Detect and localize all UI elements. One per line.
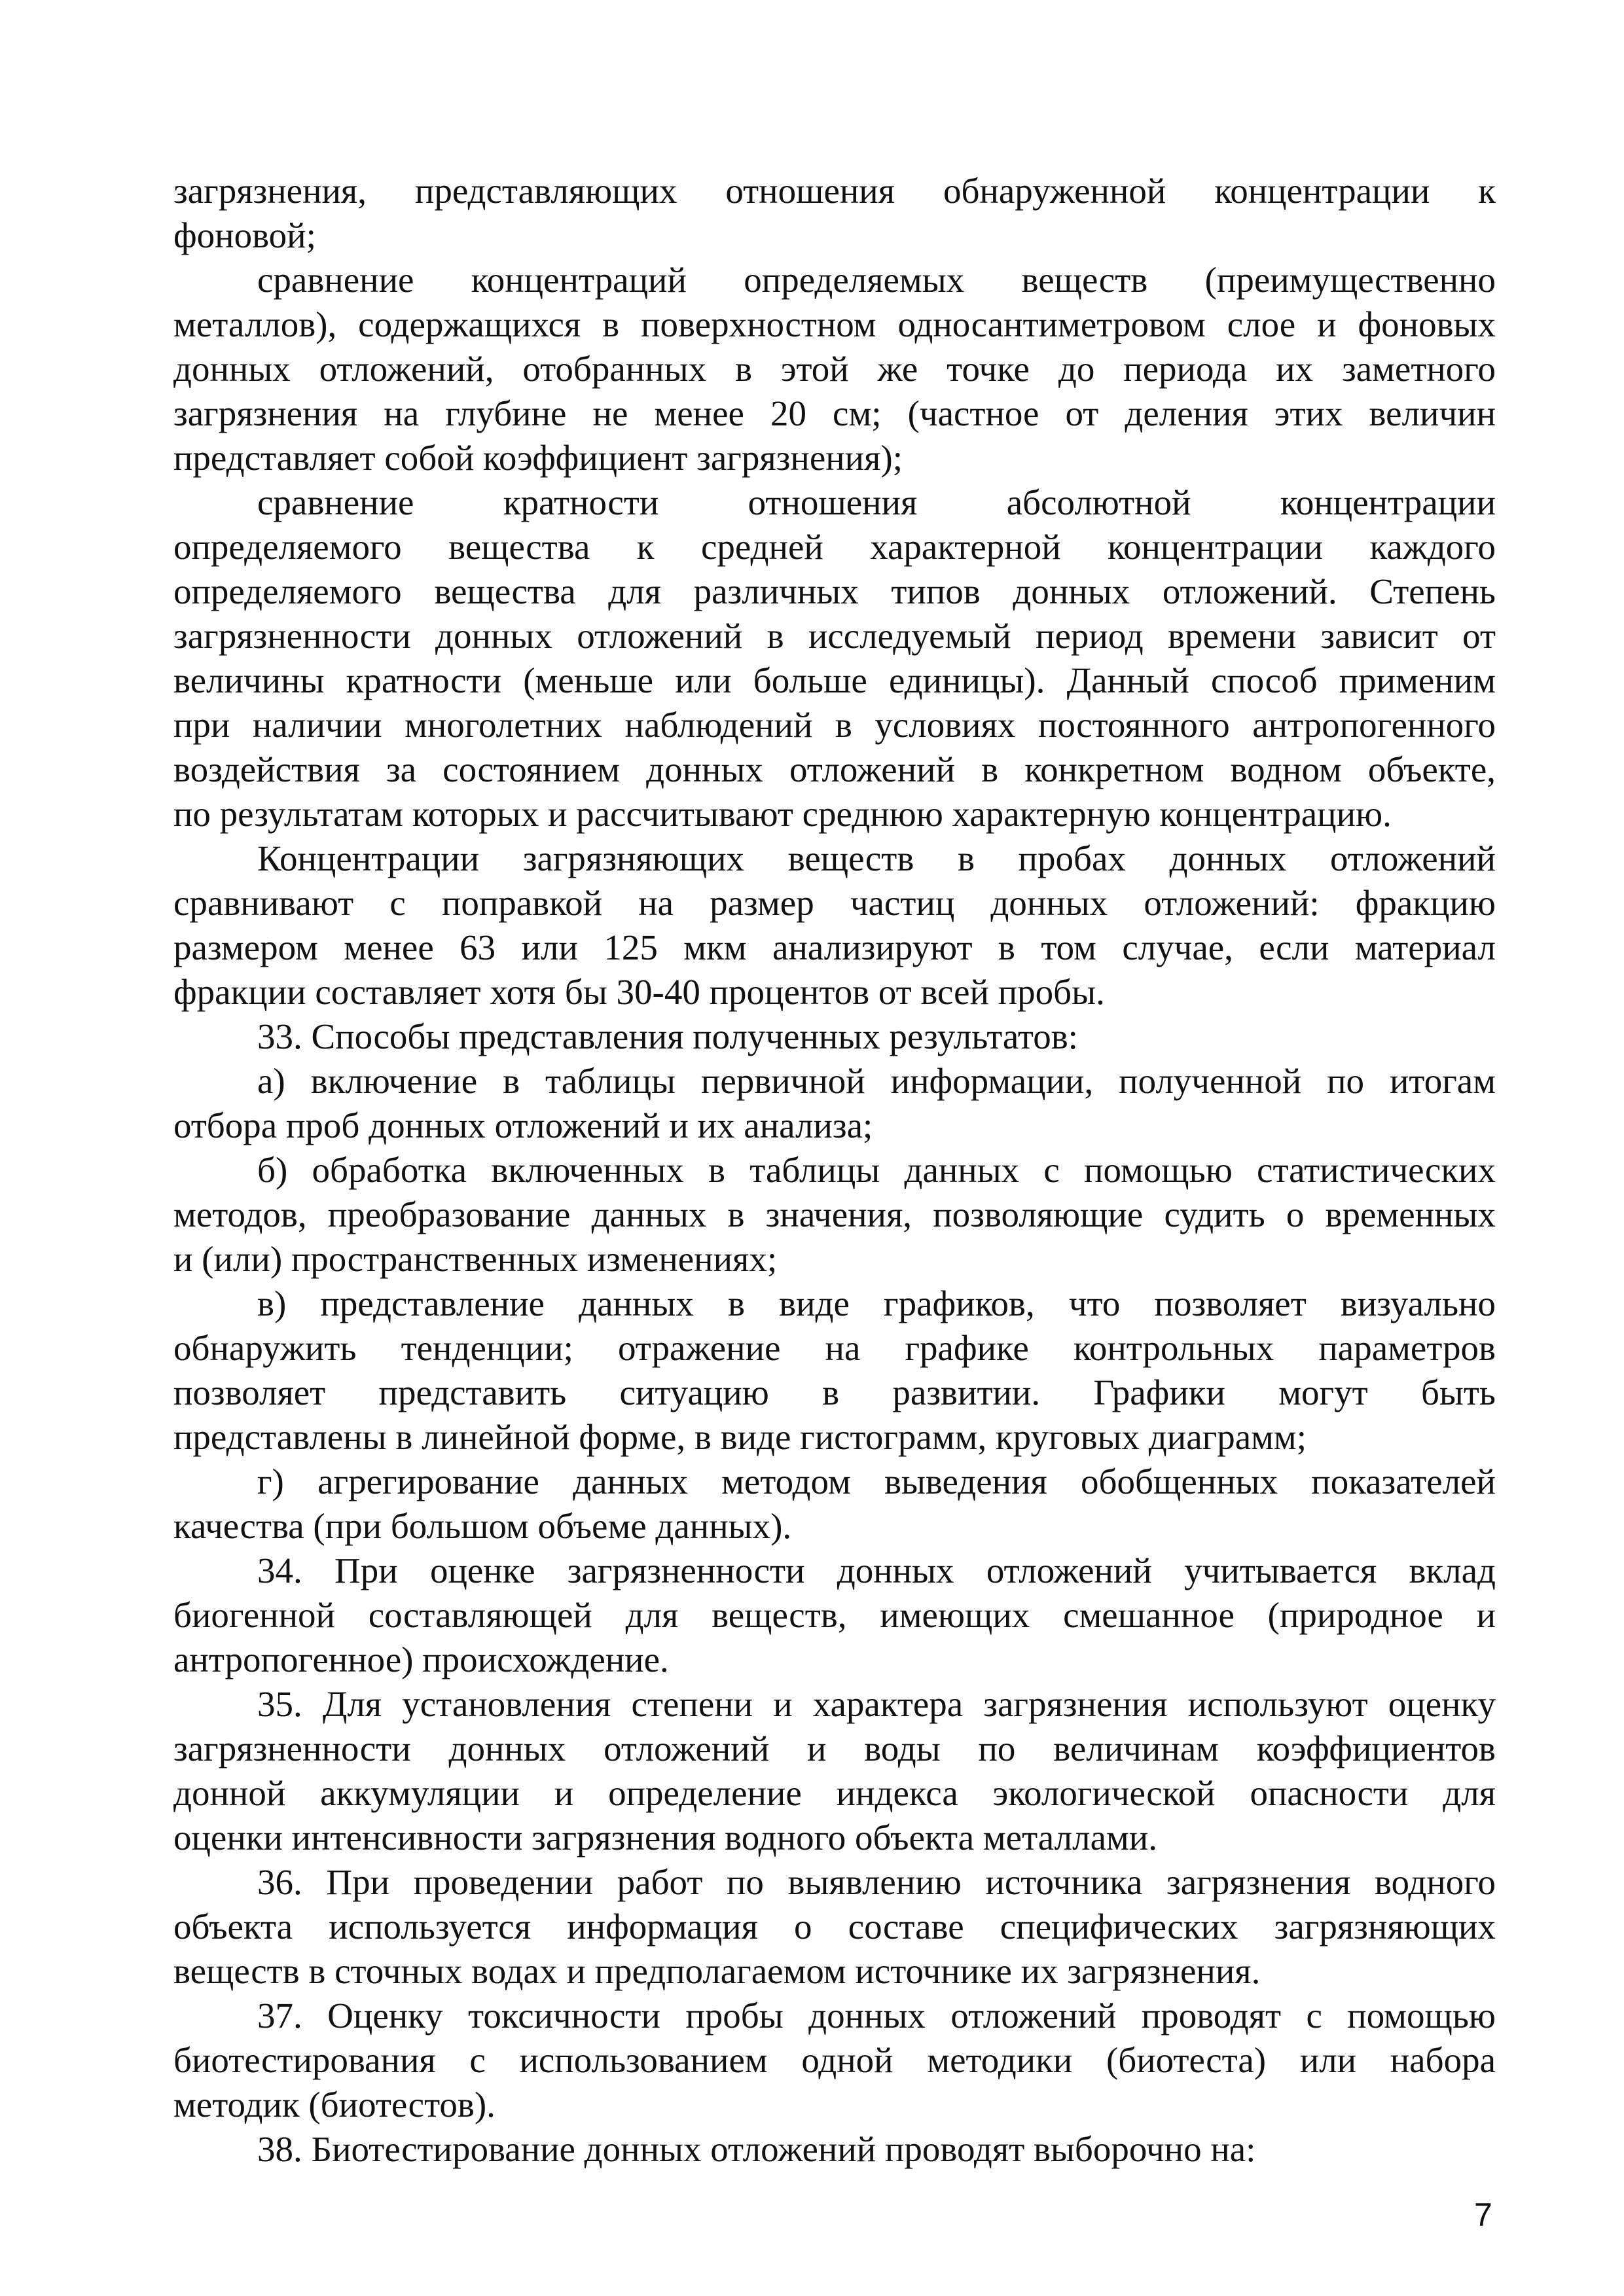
- text-line: сравнение концентраций определяемых веществ (преимущественно: [257, 260, 1496, 300]
- text-line: представлены в линейной форме, в виде гистограмм, круговых диаграмм;: [173, 1417, 1307, 1457]
- text-line: по результатам которых и рассчитывают среднюю характерную концентрацию.: [173, 794, 1392, 834]
- text-line: фракции составляет хотя бы 30-40 процентов от всей пробы.: [173, 972, 1105, 1012]
- text-line: загрязненности донных отложений и воды по величинам коэффициентов: [173, 1729, 1496, 1768]
- paragraph: [173, 1860, 1496, 1994]
- text-line: воздействия за состоянием донных отложений в конкретном водном объекте,: [173, 749, 1496, 789]
- text-line: обнаружить тенденции; отражение на графике контрольных параметров: [173, 1328, 1496, 1368]
- text-line: а) включение в таблицы первичной информации, полученной по итогам: [257, 1061, 1496, 1101]
- text-line: веществ в сточных водах и предполагаемом источнике их загрязнения.: [173, 1951, 1261, 1991]
- paragraph: [173, 1014, 1496, 1059]
- text-line: размером менее 63 или 125 мкм анализируют в том случае, если материал: [173, 927, 1496, 967]
- text-line: оценки интенсивности загрязнения водного объекта металлами.: [173, 1818, 1157, 1857]
- paragraph: [173, 1059, 1496, 1148]
- text-line: металлов), содержащихся в поверхностном односантиметровом слое и фоновых: [173, 304, 1496, 344]
- text-line: отбора проб донных отложений и их анализа;: [173, 1105, 873, 1145]
- text-line: качества (при большом объеме данных).: [173, 1506, 792, 1546]
- text-line: 35. Для установления степени и характера загрязнения используют оценку: [257, 1684, 1496, 1724]
- text-line: 36. При проведении работ по выявлению источника загрязнения водного: [257, 1862, 1496, 1902]
- text-line: методик (биотестов).: [173, 2085, 496, 2125]
- paragraph: [173, 2127, 1496, 2172]
- text-line: донной аккумуляции и определение индекса экологической опасности для: [173, 1773, 1496, 1813]
- paragraph: [173, 169, 1496, 258]
- text-line: и (или) пространственных изменениях;: [173, 1239, 778, 1279]
- text-line: объекта используется информация о составе специфических загрязняющих: [173, 1907, 1496, 1946]
- paragraph: [173, 1994, 1496, 2127]
- text-line: определяемого вещества для различных типов донных отложений. Степень: [173, 571, 1496, 611]
- page-number: 7: [1474, 2197, 1492, 2233]
- text-line: сравнивают с поправкой на размер частиц донных отложений: фракцию: [173, 883, 1496, 923]
- paragraph: [173, 1282, 1496, 1460]
- text-line: сравнение кратности отношения абсолютной концентрации: [257, 482, 1496, 522]
- text-line: донных отложений, отобранных в этой же точке до периода их заметного: [173, 349, 1496, 389]
- text-line: загрязнения на глубине не менее 20 см; (частное от деления этих величин: [173, 393, 1496, 433]
- text-line: 33. Способы представления полученных результатов:: [257, 1016, 1078, 1056]
- text-line: загрязнения, представляющих отношения обнаруженной концентрации к: [173, 171, 1496, 211]
- paragraph: [173, 1460, 1496, 1549]
- text-line: 38. Биотестирование донных отложений проводят выборочно на:: [257, 2129, 1256, 2169]
- text-line: загрязненности донных отложений в исследуемый период времени зависит от: [173, 616, 1496, 656]
- text-line: 37. Оценку токсичности пробы донных отложений проводят с помощью: [257, 1996, 1496, 2036]
- text-line: 34. При оценке загрязненности донных отложений учитывается вклад: [257, 1551, 1496, 1590]
- paragraph: [173, 1682, 1496, 1860]
- text-line: биотестирования с использованием одной методики (биотеста) или набора: [173, 2040, 1496, 2080]
- paragraph: [173, 480, 1496, 836]
- text-line: б) обработка включенных в таблицы данных с помощью статистических: [257, 1150, 1496, 1190]
- text-line: определяемого вещества к средней характерной концентрации каждого: [173, 527, 1496, 567]
- paragraph: [173, 258, 1496, 480]
- text-line: антропогенное) происхождение.: [173, 1640, 669, 1679]
- paragraph: [173, 1148, 1496, 1282]
- text-line: позволяет представить ситуацию в развитии. Графики могут быть: [173, 1372, 1496, 1412]
- text-line: представляет собой коэффициент загрязнения);: [173, 438, 903, 478]
- paragraph: [173, 836, 1496, 1014]
- text-line: биогенной составляющей для веществ, имеющих смешанное (природное и: [173, 1595, 1496, 1635]
- text-line: Концентрации загрязняющих веществ в пробах донных отложений: [257, 838, 1496, 878]
- text-line: методов, преобразование данных в значения, позволяющие судить о временных: [173, 1194, 1496, 1234]
- text-line: при наличии многолетних наблюдений в условиях постоянного антропогенного: [173, 705, 1496, 745]
- text-line: фоновой;: [173, 215, 316, 255]
- paragraph: [173, 1549, 1496, 1682]
- text-line: г) агрегирование данных методом выведения обобщенных показателей: [257, 1462, 1496, 1501]
- text-line: величины кратности (меньше или больше единицы). Данный способ применим: [173, 660, 1496, 700]
- document-body: [173, 169, 1496, 2172]
- text-line: в) представление данных в виде графиков, что позволяет визуально: [257, 1283, 1496, 1323]
